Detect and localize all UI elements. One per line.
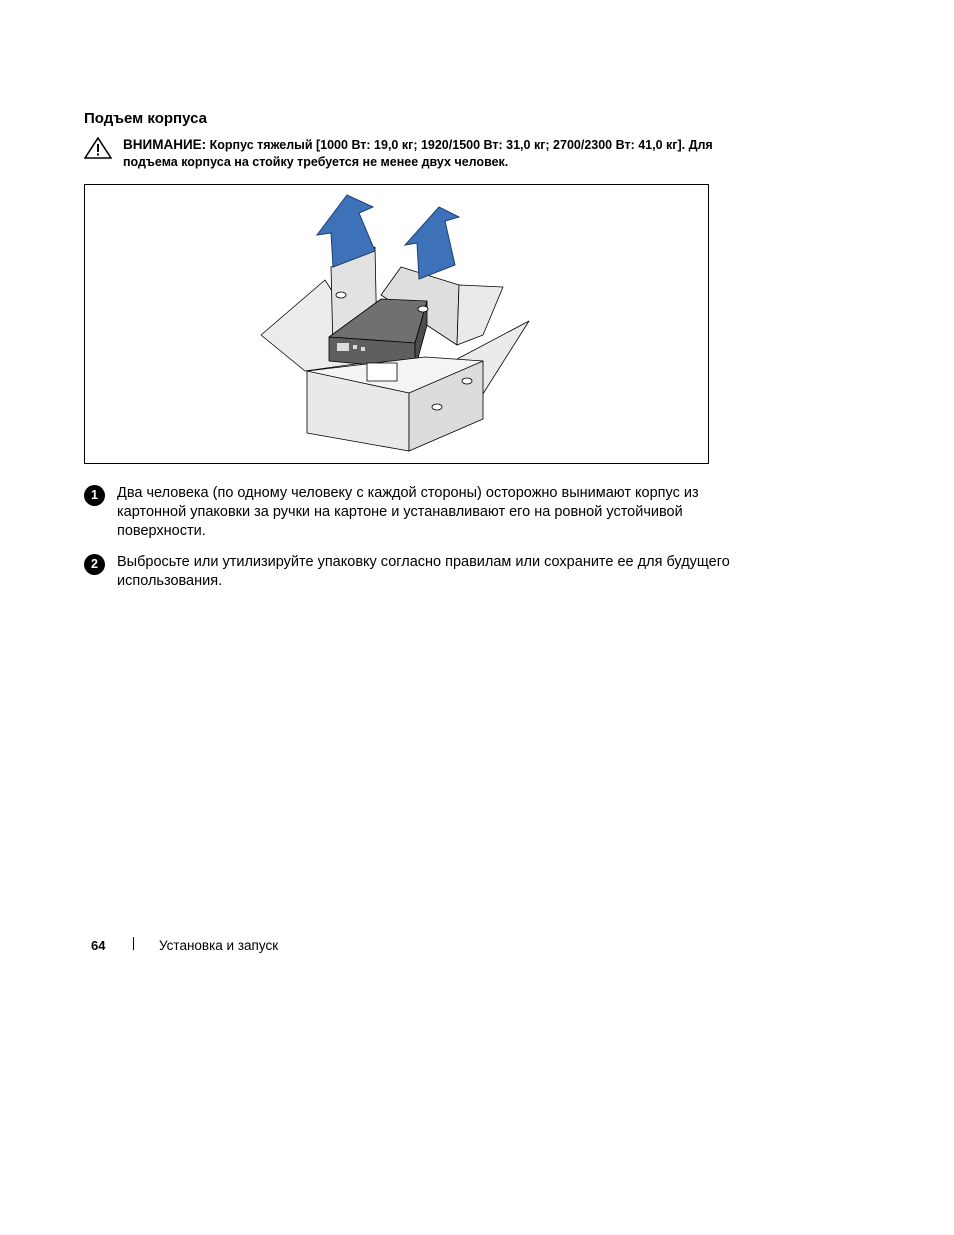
ups-lcd-display (337, 343, 349, 351)
warning-text: Корпус тяжелый [1000 Вт: 19,0 кг; 1920/1500 Вт: 31,0 кг; 2700/2300 Вт: 41,0 кг]. Для подъема корпуса на стойку требуется не менее двух человек. (123, 138, 713, 169)
warning-notice (123, 136, 723, 171)
warning-label: ВНИМАНИЕ: (123, 137, 207, 152)
step-text: Выбросьте или утилизируйте упаковку согласно правилам или сохраните ее для будущего использования. (117, 554, 730, 589)
lift-arrow-right-icon (405, 207, 459, 279)
ups-button (353, 345, 357, 349)
handle-hole (336, 292, 346, 298)
footer-chapter-title: Установка и запуск (159, 938, 279, 953)
section-title: Подъем корпуса (84, 110, 207, 127)
step-number-badge: 2 (84, 554, 105, 575)
warning-triangle-icon (84, 137, 112, 159)
handle-hole (418, 306, 428, 312)
packing-foam (367, 363, 397, 381)
step-text: Два человека (по одному человеку с каждой стороны) осторожно вынимают корпус из картонной упаковки за ручки на картоне и устанавливают его на ровной устойчивой поверхности. (117, 485, 699, 539)
footer-divider (133, 937, 134, 950)
handle-hole (462, 378, 472, 384)
step-number-badge: 1 (84, 485, 105, 506)
handle-hole (432, 404, 442, 410)
ups-button (361, 347, 365, 351)
unpacking-illustration (84, 184, 709, 464)
page-number: 64 (91, 938, 106, 953)
box-flap-right-back (457, 285, 503, 345)
